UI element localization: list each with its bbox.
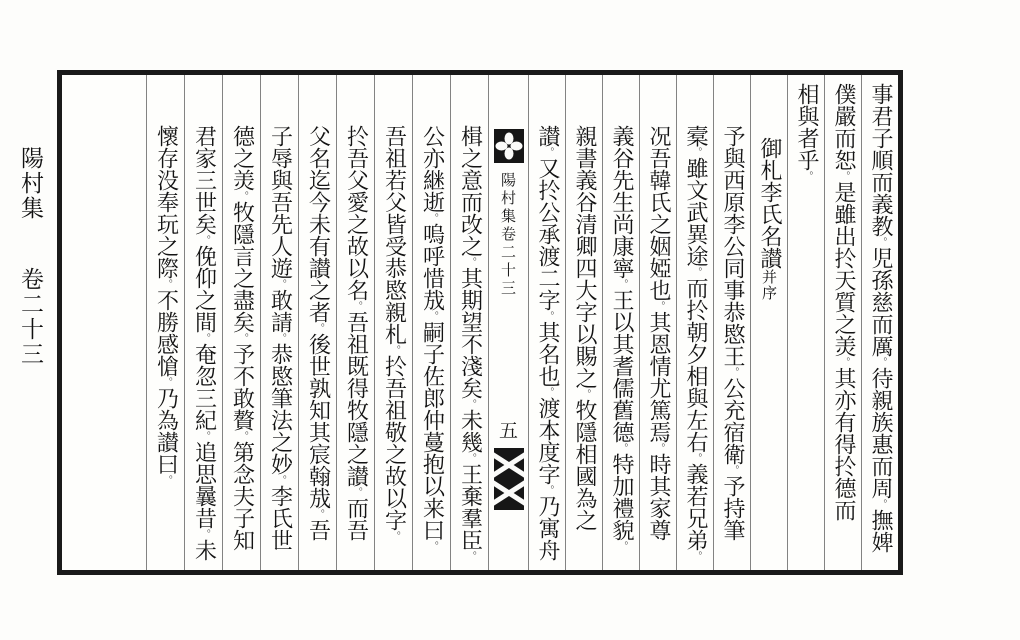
column-text: 况吾韓氏之姻婭也。其恩情尤篤焉。時其家尊 bbox=[646, 125, 671, 541]
column-text: 親書義谷清卿四大字以賜之。牧隱相國為之 bbox=[572, 125, 597, 531]
column-text: 扵吾父愛之故以名。吾祖既得牧隱之讃。而吾 bbox=[343, 125, 369, 541]
column-text: 懷存没奉玩之際。不勝感愴。乃為讃曰。 bbox=[153, 125, 179, 485]
column-text: 子辱與吾先人遊。敢請。恭愍筆法之妙。李氏世 bbox=[267, 125, 293, 551]
spine-volume-label: 卷二十三 bbox=[17, 267, 43, 367]
text-column bbox=[602, 75, 639, 570]
spine-label bbox=[14, 146, 47, 367]
text-column bbox=[374, 75, 412, 570]
text-column bbox=[676, 75, 713, 570]
crossed-fishtail-ornament-icon bbox=[494, 448, 524, 510]
column-text: 吾祖若父皆受恭愍親札。扵吾祖敬之故以字。 bbox=[381, 125, 407, 541]
blank-column bbox=[62, 75, 146, 570]
text-column bbox=[824, 75, 861, 570]
text-column bbox=[565, 75, 602, 570]
column-text: 德之羙。牧隱言之盡矣。予不敢贅。第念夫子知 bbox=[229, 125, 255, 551]
center-fold-column bbox=[488, 75, 528, 570]
text-column bbox=[787, 75, 824, 570]
text-column bbox=[528, 75, 565, 570]
column-text: 楫之意而改之。其期望不淺矣。未幾。王棄羣臣。 bbox=[457, 125, 483, 561]
text-column bbox=[639, 75, 676, 570]
column-text: 予與西原李公同事恭愍王。公充宿衛。予持筆 bbox=[720, 125, 745, 541]
column-text: 事君子順而義教。児孫慈而厲。待親族惠而周。撫婢 bbox=[868, 83, 893, 553]
text-column bbox=[146, 75, 184, 570]
text-frame bbox=[57, 70, 903, 575]
column-text: 相與者乎。 bbox=[794, 83, 819, 181]
text-column bbox=[184, 75, 222, 570]
columns-container bbox=[62, 75, 898, 570]
text-column bbox=[861, 75, 898, 570]
text-column bbox=[298, 75, 336, 570]
column-text: 槖。雖文武異途。而扵朝夕相與左右。義若兄弟。 bbox=[683, 125, 708, 561]
text-column bbox=[336, 75, 374, 570]
column-text: 義谷先生尚康寧。王以其耆儒舊德。特加禮貌。 bbox=[609, 125, 634, 551]
spine-collection-title: 陽村集 bbox=[17, 146, 43, 221]
text-column bbox=[750, 75, 787, 570]
column-subtitle: 并序 bbox=[760, 269, 778, 301]
text-column bbox=[260, 75, 298, 570]
column-text: 公亦継逝。嗚呼惜㦲。嗣子佐郎仲蔓抱以来曰。 bbox=[419, 125, 445, 551]
column-text: 父名迄今未有讃之者。後世孰知其宸翰㦲。吾 bbox=[305, 125, 331, 541]
text-column bbox=[713, 75, 750, 570]
text-column bbox=[450, 75, 488, 570]
text-column bbox=[222, 75, 260, 570]
fold-title: 陽村集卷二十三 bbox=[499, 172, 517, 298]
floral-fishtail-ornament-icon bbox=[494, 129, 524, 163]
column-text: 讃。又扵公承渡二字。其名也。渡本度字。乃寓舟 bbox=[535, 125, 560, 561]
column-text: 僕嚴而恕。是雖出扵天質之羙。其亦有得扵德而 bbox=[831, 83, 856, 521]
text-column bbox=[412, 75, 450, 570]
column-text: 君家三世矣。俛仰之間。奄忽三紀。追思曩昔。未 bbox=[191, 125, 217, 561]
column-text: 御札李氏名讃并序 bbox=[757, 137, 782, 301]
page-number: 五 bbox=[498, 420, 518, 442]
